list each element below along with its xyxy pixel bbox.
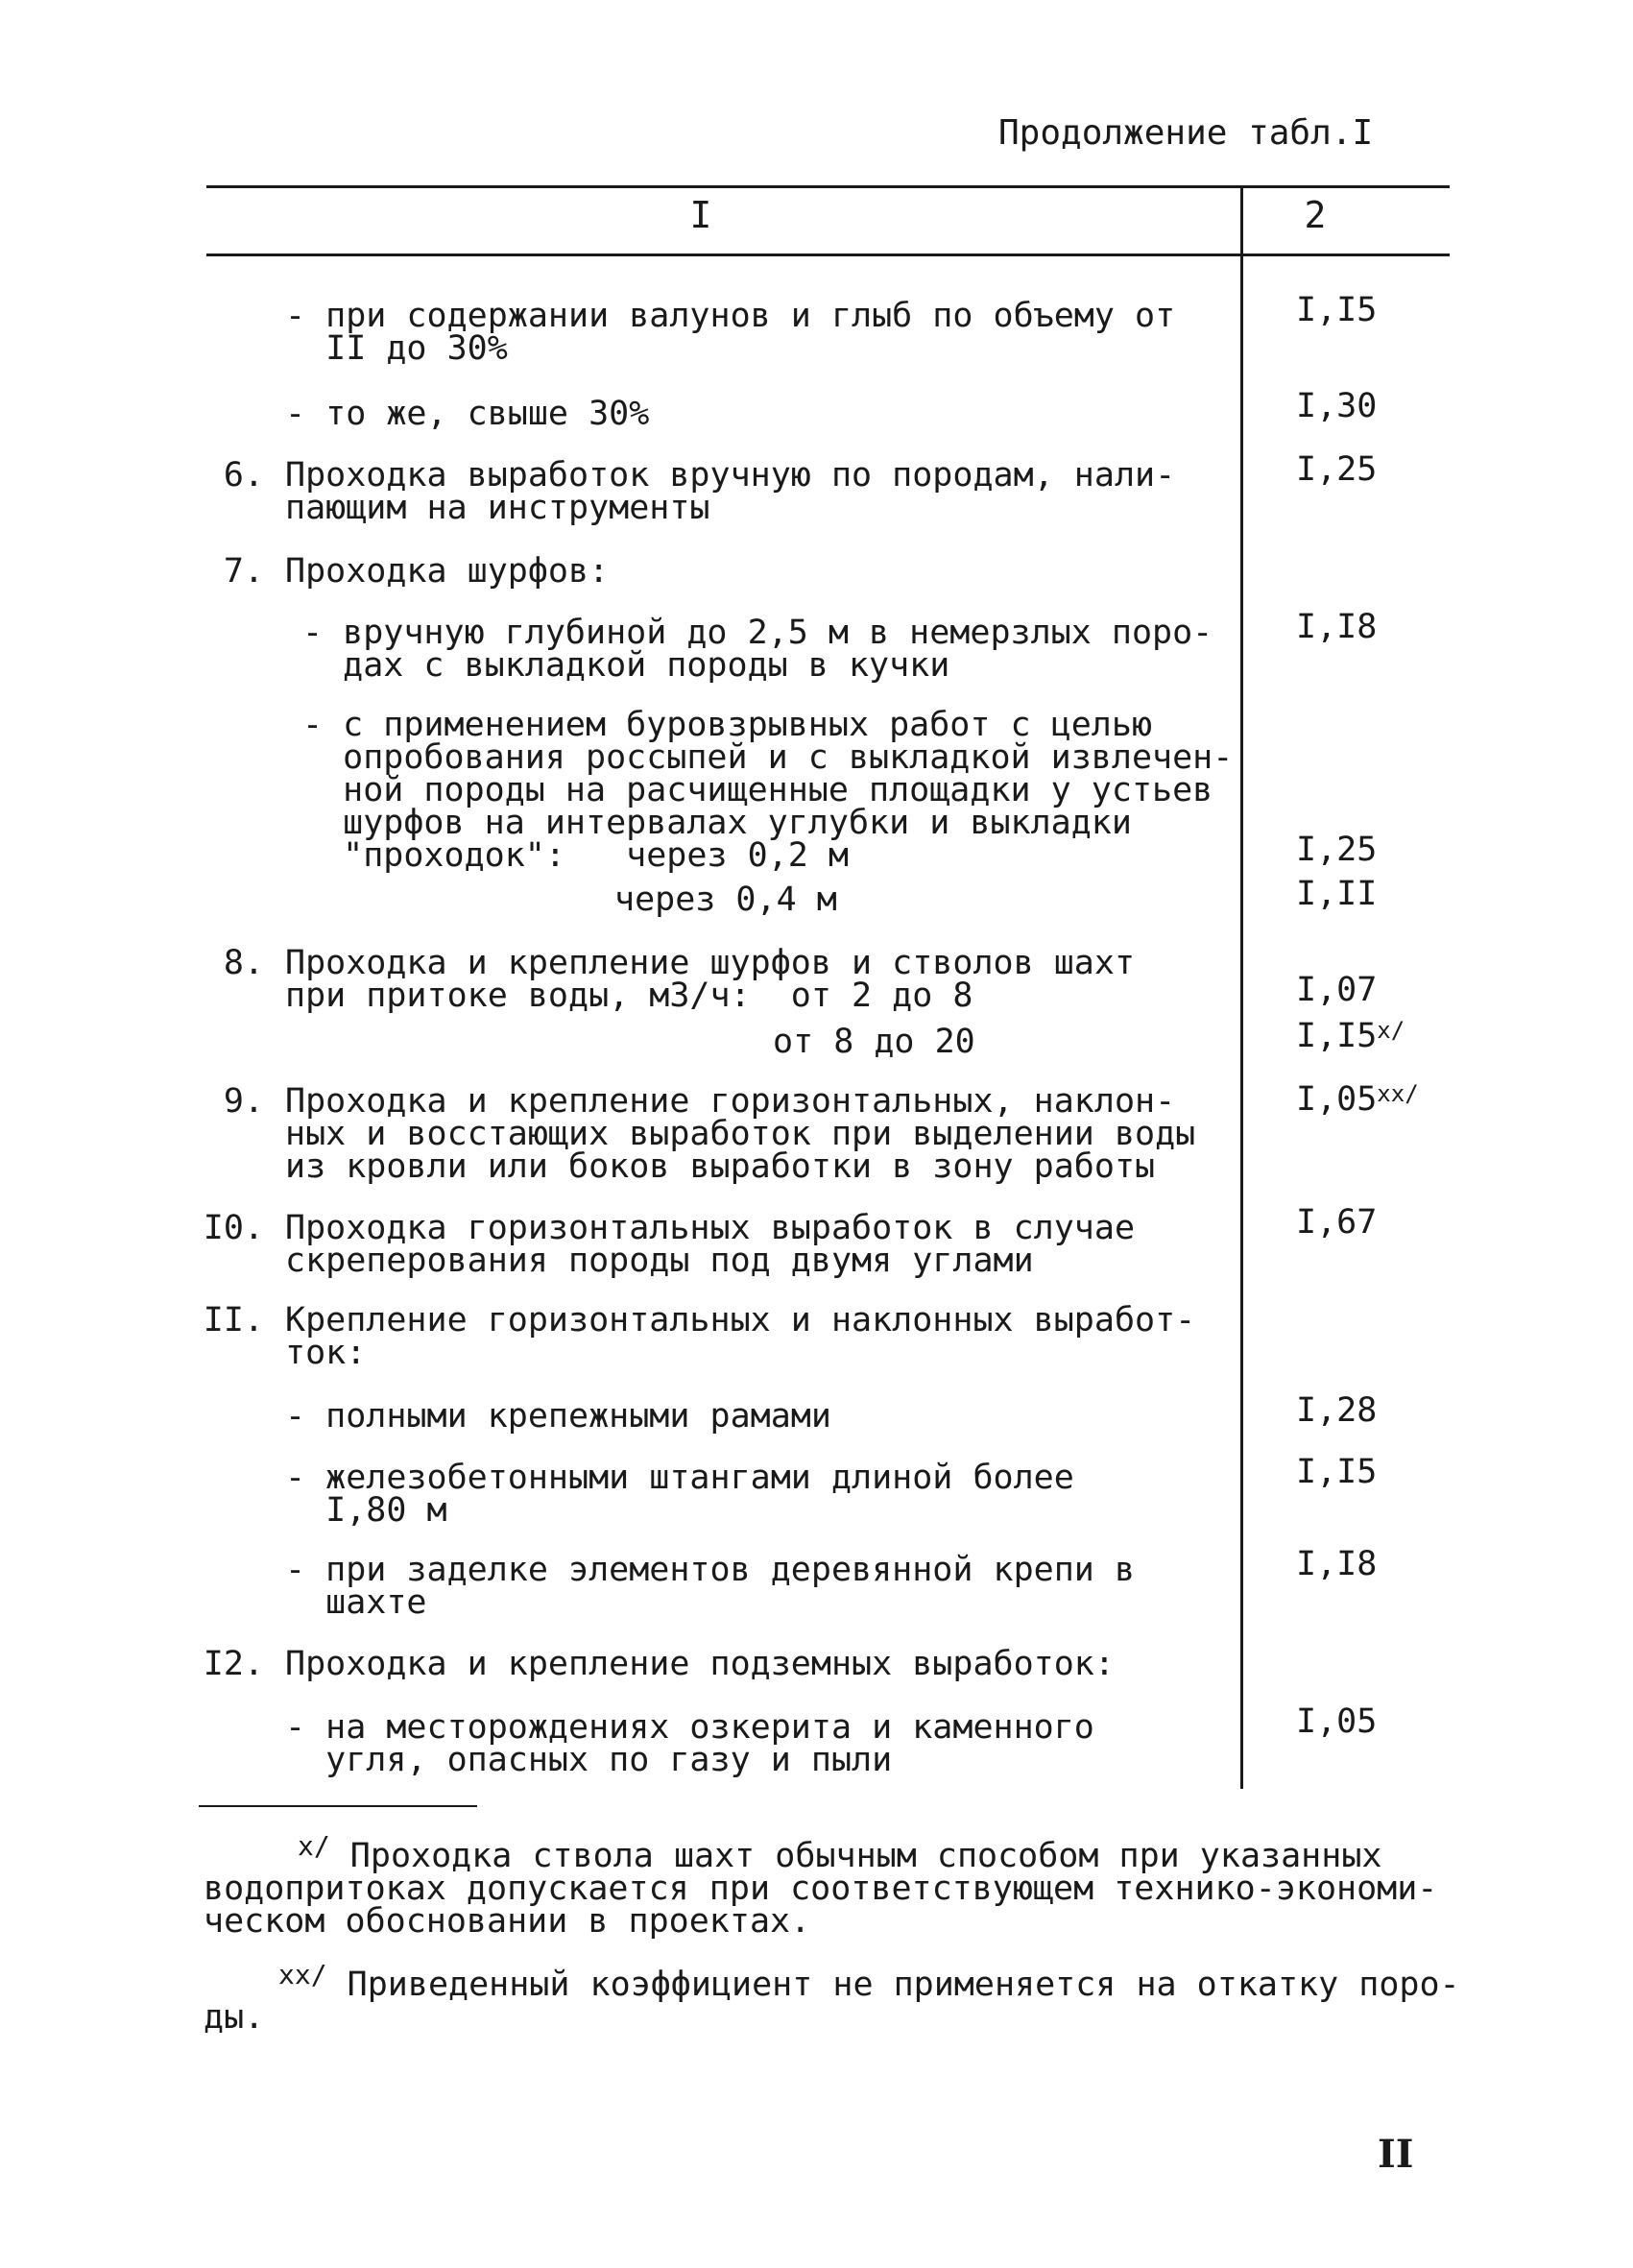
row-number: II.: [203, 1301, 264, 1339]
footnote-text-line: ческом обосновании в проектах.: [204, 1902, 811, 1941]
row-value: I,I5: [1296, 1017, 1378, 1055]
table-column-divider: [1240, 185, 1243, 1789]
row-text-line: Проходка и крепление шурфов и стволов шахт: [285, 944, 1136, 982]
row-text-line: - при содержании валунов и глыб по объему от: [285, 297, 1176, 335]
row-text-line: - полными крепежными рамами: [285, 1397, 831, 1436]
footnote-separator: [199, 1805, 477, 1807]
row-value: I,07: [1296, 971, 1378, 1009]
footnote-text-line: Проходка ствола шахт обычным способом при указанных: [349, 1837, 1382, 1875]
footnote-mark: xx/: [278, 1959, 327, 1991]
row-text-line: опробования россыпей и с выкладкой извлечен-: [302, 738, 1234, 777]
row-text-line: при притоке воды, м3/ч: от 2 до 8: [285, 977, 973, 1015]
row-number: I2.: [203, 1645, 264, 1683]
row-text-line: пающим на инструменты: [285, 489, 710, 527]
table-header-rule: [206, 253, 1450, 256]
row-number: I0.: [203, 1209, 264, 1247]
column-header-1: I: [689, 194, 712, 236]
page-number: II: [1378, 2132, 1414, 2177]
row-text-line: - при заделке элементов деревянной крепи в: [285, 1551, 1136, 1589]
footnote-reference: x/: [1377, 1017, 1405, 1044]
row-text-line: II до 30%: [285, 329, 508, 368]
table-continuation-label: Продолжение табл.I: [998, 113, 1374, 153]
footnote-2-first-line: [278, 1959, 1460, 2004]
row-text-line: скреперования породы под двумя углами: [285, 1242, 1034, 1280]
footnote-text-line: водопритоках допускается при соответствующем технико-экономи-: [204, 1870, 1438, 1908]
row-text-line: из кровли или боков выработки в зону работы: [285, 1147, 1156, 1186]
column-header-2: 2: [1304, 194, 1327, 236]
row-text-line: Проходка шурфов:: [285, 552, 610, 591]
row-value: I,25: [1296, 450, 1378, 489]
row-text-line: ных и восстающих выработок при выделении воды: [285, 1115, 1196, 1153]
row-value: I,67: [1296, 1203, 1378, 1242]
row-text-line: ток:: [285, 1334, 367, 1372]
row-text-line: Проходка горизонтальных выработок в случае: [285, 1209, 1136, 1247]
row-text-line: Проходка выработок вручную по породам, нали-: [285, 456, 1176, 495]
row-value-with-footnote: [1296, 1080, 1419, 1119]
row-text-line: - на месторождениях озкерита и каменного: [285, 1708, 1094, 1747]
row-text-line: ной породы на расчищенные площадки у устьев: [302, 771, 1213, 809]
row-text-line: I,80 м: [285, 1491, 447, 1530]
row-value: I,25: [1296, 831, 1378, 869]
row-value: I,I8: [1296, 1545, 1378, 1583]
footnote-reference: xx/: [1377, 1080, 1419, 1107]
row-text-line: Проходка и крепление горизонтальных, наклон-: [285, 1082, 1176, 1121]
footnote-text-line: ды.: [204, 1998, 265, 2037]
row-number: 9.: [223, 1082, 264, 1121]
row-value: I,30: [1296, 387, 1378, 425]
row-value: I,28: [1296, 1391, 1378, 1430]
row-text-line: Крепление горизонтальных и наклонных выработ-: [285, 1301, 1196, 1339]
row-value-with-footnote: [1296, 1017, 1405, 1055]
row-value: I,II: [1296, 875, 1378, 913]
row-text-line: - то же, свыше 30%: [285, 395, 650, 433]
footnote-mark: x/: [298, 1830, 330, 1862]
row-value: I,I8: [1296, 608, 1378, 646]
table-top-rule: [206, 185, 1450, 188]
row-value: I,05: [1296, 1702, 1378, 1741]
row-text-line: Проходка и крепление подземных выработок:: [285, 1645, 1115, 1683]
row-value: I,I5: [1296, 1453, 1378, 1491]
row-text-line: дах с выкладкой породы в кучки: [302, 646, 950, 685]
row-text-line: "проходок": через 0,2 м: [302, 836, 849, 875]
row-text-line: шурфов на интервалах углубки и выкладки: [302, 804, 1132, 842]
footnote-text-line: Приведенный коэффициент не применяется на откатку поро-: [347, 1966, 1460, 2004]
row-text-line: - вручную глубиной до 2,5 м в немерзлых поро-: [302, 614, 1213, 652]
row-number: 6.: [223, 456, 264, 495]
row-value: I,05: [1296, 1080, 1378, 1119]
row-number: 7.: [223, 552, 264, 591]
row-text-line: через 0,4 м: [614, 881, 837, 919]
row-text-line: от 8 до 20: [773, 1023, 975, 1061]
row-text-line: - железобетонными штангами длиной более: [285, 1459, 1074, 1497]
row-number: 8.: [223, 944, 264, 982]
row-value: I,I5: [1296, 291, 1378, 329]
row-text-line: шахте: [285, 1583, 427, 1622]
row-text-line: угля, опасных по газу и пыли: [285, 1741, 893, 1779]
row-text-line: - с применением буровзрывных работ с целью: [302, 706, 1153, 744]
